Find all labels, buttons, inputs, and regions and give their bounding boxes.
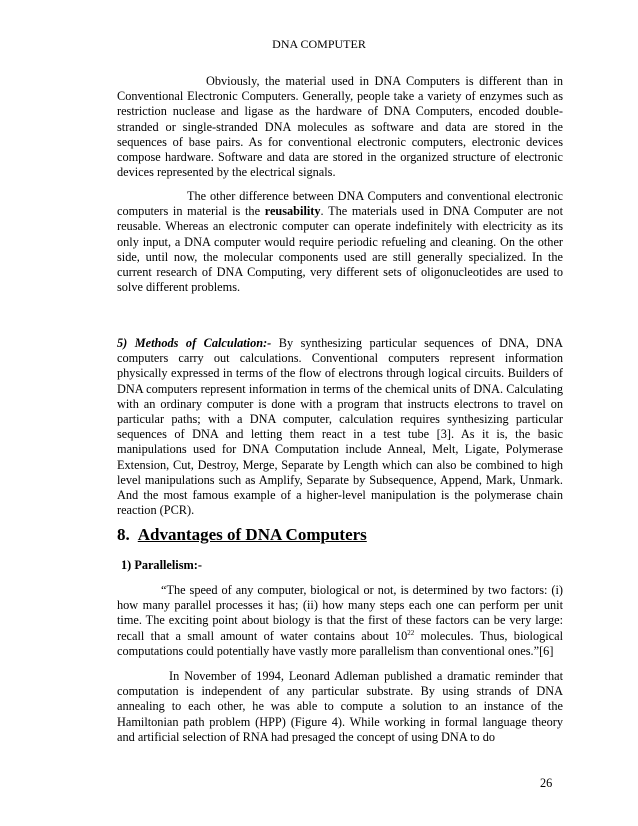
paragraph-materials: [117, 74, 563, 180]
paragraph-materials-text: Obviously, the material used in DNA Computers is different than in Conventional Electronic Computers. Generally, people take a variety of enzymes such as restriction nuclease and ligase as the hardware of DNA Computers, encoded double-stranded or single-stranded DNA molecules as software and data are stored in the sequences of base pairs. As for conventional electronic computers, electronic devices compose hardware. Software and data are stored in the organized structure of electronic devices represented by the electrical signals.: [117, 74, 563, 180]
section-heading: [117, 525, 367, 545]
exponent: 22: [407, 628, 415, 637]
section-number: 8.: [117, 525, 130, 544]
paragraph-adleman: [117, 669, 563, 745]
subheading-parallelism: 1) Parallelism:-: [121, 558, 202, 572]
quote-end: molecules. Thus, biological computations could potentially have vastly more parallelism than conventional ones.”[6]: [117, 628, 563, 658]
methods-body: By synthesizing particular sequences of DNA, DNA computers carry out calculations. Conventional computers represent information physically expressed in terms of the flow of electrons through logical circuits. Builders of DNA computers represent information in terms of the chemical units of DNA. Calculating with an ordinary computer is done with a program that instructs electrons to travel on particular paths; with a DNA computer, calculation requires synthesizing particular sequences of DNA and letting them react in a test tube [3]. As it is, the basic manipulations used for DNA Computation include Anneal, Melt, Ligate, Polymerase Extension, Cut, Destroy, Merge, Separate by Length which can also be combined to high level manipulations such as Amplify, Separate by Subsequence, Append, Mark, Unmark. And the most famous example of a higher-level manipulation is the polymerase chain reaction (PCR).: [117, 336, 563, 518]
paragraph-quote-text: [117, 583, 563, 659]
paragraph-reusability-text: [117, 189, 563, 295]
running-header: DNA COMPUTER: [272, 37, 366, 51]
section-title: Advantages of DNA Computers: [137, 525, 367, 544]
paragraph-adleman-text: In November of 1994, Leonard Adleman published a dramatic reminder that computation is independent of any particular substrate. By using strands of DNA annealing to each other, he was able to compute a solution to an instance of the Hamiltonian path problem (HPP) (Figure 4). While working in formal language theory and artificial selection of RNA had presaged the concept of using DNA to do: [117, 669, 563, 744]
paragraph-methods-text: [117, 336, 563, 518]
methods-label: 5) Methods of Calculation:-: [117, 336, 272, 350]
page-number: 26: [540, 776, 553, 790]
reusability-term: reusability: [264, 204, 321, 219]
reusability-intro: The other difference between DNA Computers and conventional electronic computers in material is the: [117, 189, 563, 219]
paragraph-reusability: [117, 189, 563, 295]
reusability-rest: . The materials used in DNA Computer are not reusable. Whereas an electronic computer can operate indefinitely with electricity as its only input, a DNA computer would require periodic refueling and cleaning. On the other side, until now, the molecular components used are still generally specialized. In the current research of DNA Computing, very different sets of oligonucleotides are used to solve different problems.: [117, 204, 564, 295]
paragraph-quote: [117, 583, 563, 659]
quote-start: “The speed of any computer, biological or not, is determined by two factors: (i) how many parallel processes it has; (ii) how many steps each one can perform per unit time. The exciting point about biology is that the first of these factors can be very large: recall that a small amount of water contains about 10: [117, 583, 563, 643]
paragraph-methods: [117, 336, 563, 518]
